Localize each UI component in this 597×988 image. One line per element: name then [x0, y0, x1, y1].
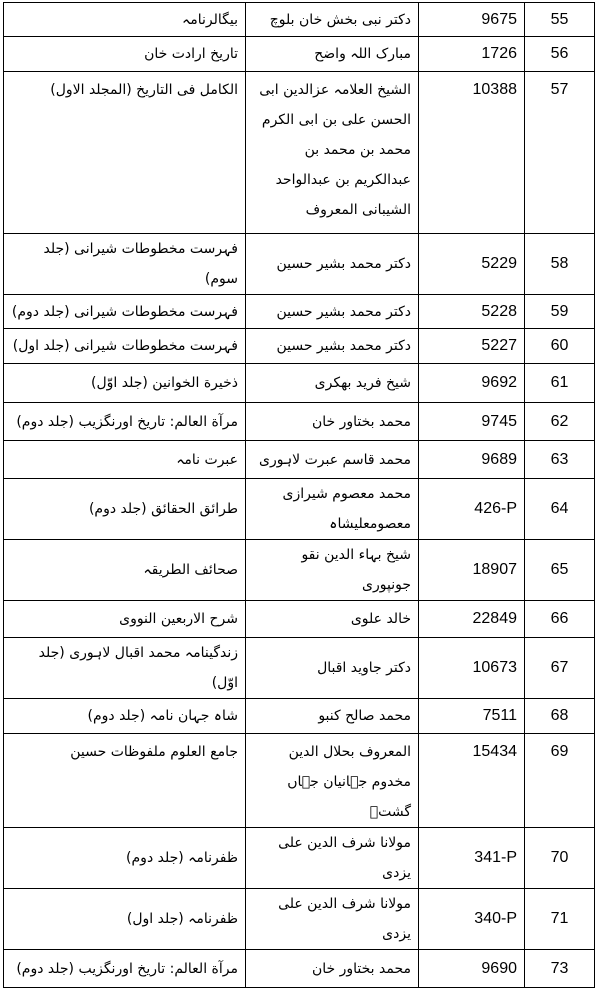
serial-number-cell: 59 [525, 295, 595, 329]
author-cell: خالد علوی [246, 601, 419, 638]
table-row [4, 950, 595, 988]
catalog-number-cell: 18907 [419, 540, 525, 601]
serial-number-cell: 67 [525, 638, 595, 699]
author-cell: مولانا شرف الدین علی یزدی [246, 828, 419, 889]
table-row [4, 828, 595, 889]
catalog-number-cell: 5228 [419, 295, 525, 329]
author-cell: مبارک اللہ واضح [246, 37, 419, 72]
author-cell: دکتر محمد بشیر حسین [246, 234, 419, 295]
catalog-number-cell: 7511 [419, 699, 525, 734]
table-row [4, 364, 595, 403]
catalog-number-cell: 5229 [419, 234, 525, 295]
serial-number-cell: 71 [525, 889, 595, 950]
serial-number-cell: 58 [525, 234, 595, 295]
serial-number-cell: 56 [525, 37, 595, 72]
author-cell: دکتر نبی بخش خان بلوچ [246, 3, 419, 37]
table-row [4, 734, 595, 828]
book-title-cell: جامع العلوم ملفوظات حسین [4, 734, 246, 828]
author-cell: محمد صالح کنبو [246, 699, 419, 734]
serial-number-cell: 68 [525, 699, 595, 734]
serial-number-cell: 70 [525, 828, 595, 889]
catalog-table [3, 2, 595, 988]
book-title-cell: بیگالرنامہ [4, 3, 246, 37]
table-row [4, 403, 595, 441]
table-row [4, 72, 595, 234]
author-cell: محمد بختاور خان [246, 950, 419, 988]
book-title-cell: فہرست مخطوطات شیرانی (جلد دوم) [4, 295, 246, 329]
table-row [4, 441, 595, 479]
book-title-cell: ذخیرة الخوانین (جلد اوّل) [4, 364, 246, 403]
table-row [4, 699, 595, 734]
book-title-cell: تاریخ ارادت خان [4, 37, 246, 72]
book-title-cell: عبرت نامہ [4, 441, 246, 479]
book-title-cell: ظفرنامہ (جلد اول) [4, 889, 246, 950]
book-title-cell: مرآة العالم: تاریخ اورنگزیب (جلد دوم) [4, 403, 246, 441]
book-title-cell: فہرست مخطوطات شیرانی (جلد اول) [4, 329, 246, 364]
catalog-number-cell: 10673 [419, 638, 525, 699]
catalog-number-cell: 10388 [419, 72, 525, 234]
catalog-number-cell: 426-P [419, 479, 525, 540]
catalog-table-body [4, 3, 595, 988]
serial-number-cell: 65 [525, 540, 595, 601]
table-row [4, 37, 595, 72]
catalog-number-cell: 340-P [419, 889, 525, 950]
author-cell: الشیخ العلامہ عزالدین ابی الحسن علی بن ابی الکرم محمد بن محمد بن عبدالکریم بن عبدالواحد الشیبانی المعروف [246, 72, 419, 234]
table-row [4, 3, 595, 37]
author-cell: محمد قاسم عبرت لاہوری [246, 441, 419, 479]
table-row [4, 638, 595, 699]
serial-number-cell: 66 [525, 601, 595, 638]
book-title-cell: الکامل فی التاریخ (المجلد الاول) [4, 72, 246, 234]
book-title-cell: صحائف الطریقہ [4, 540, 246, 601]
table-row [4, 601, 595, 638]
author-cell: دکتر محمد بشیر حسین [246, 329, 419, 364]
author-cell: مولانا شرف الدین علی یزدی [246, 889, 419, 950]
catalog-number-cell: 5227 [419, 329, 525, 364]
serial-number-cell: 57 [525, 72, 595, 234]
author-cell: محمد معصوم شیرازی معصومعلیشاہ [246, 479, 419, 540]
catalog-number-cell: 9689 [419, 441, 525, 479]
serial-number-cell: 73 [525, 950, 595, 988]
table-row [4, 329, 595, 364]
author-cell: دکتر محمد بشیر حسین [246, 295, 419, 329]
catalog-number-cell: 1726 [419, 37, 525, 72]
catalog-number-cell: 9675 [419, 3, 525, 37]
book-title-cell: ظفرنامہ (جلد دوم) [4, 828, 246, 889]
book-title-cell: طرائق الحقائق (جلد دوم) [4, 479, 246, 540]
serial-number-cell: 55 [525, 3, 595, 37]
catalog-number-cell: 9692 [419, 364, 525, 403]
catalog-number-cell: 15434 [419, 734, 525, 828]
serial-number-cell: 69 [525, 734, 595, 828]
book-title-cell: مرآة العالم: تاریخ اورنگزیب (جلد دوم) [4, 950, 246, 988]
serial-number-cell: 61 [525, 364, 595, 403]
table-row [4, 479, 595, 540]
author-cell: شیخ فرید بھکری [246, 364, 419, 403]
catalog-number-cell: 22849 [419, 601, 525, 638]
table-row [4, 540, 595, 601]
serial-number-cell: 63 [525, 441, 595, 479]
catalog-number-cell: 9690 [419, 950, 525, 988]
table-row [4, 295, 595, 329]
serial-number-cell: 60 [525, 329, 595, 364]
book-title-cell: فہرست مخطوطات شیرانی (جلد سوم) [4, 234, 246, 295]
author-cell: المعروف بحلال الدین مخدوم جہانیان جہاں گشتؒ [246, 734, 419, 828]
serial-number-cell: 64 [525, 479, 595, 540]
table-row [4, 889, 595, 950]
catalog-number-cell: 9745 [419, 403, 525, 441]
book-title-cell: شاہ جہان نامہ (جلد دوم) [4, 699, 246, 734]
book-title-cell: شرح الاربعین النووی [4, 601, 246, 638]
author-cell: شیخ بہاء الدین نقو جونپوری [246, 540, 419, 601]
author-cell: محمد بختاور خان [246, 403, 419, 441]
author-cell: دکتر جاوید اقبال [246, 638, 419, 699]
catalog-number-cell: 341-P [419, 828, 525, 889]
table-row [4, 234, 595, 295]
serial-number-cell: 62 [525, 403, 595, 441]
book-title-cell: زندگینامہ محمد اقبال لاہوری (جلد اوّل) [4, 638, 246, 699]
